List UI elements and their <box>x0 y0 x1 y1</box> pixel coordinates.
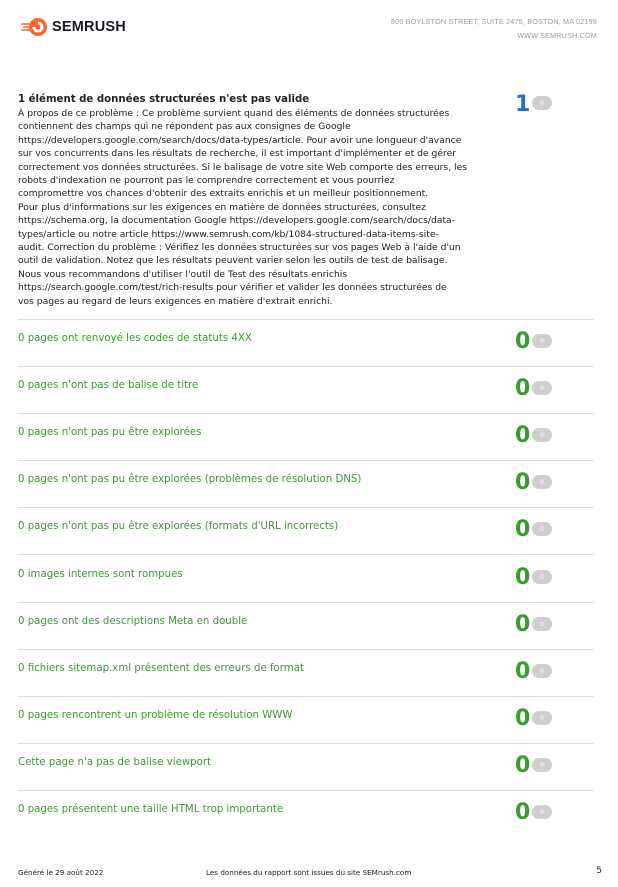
issue-structured-data <box>18 93 594 320</box>
company-website: WWW.SEMRUSH.COM <box>517 31 597 40</box>
issue-count: 0 <box>515 800 531 825</box>
company-address-block <box>391 15 597 43</box>
issue-label: 0 images internes sont rompues <box>18 569 183 580</box>
delta-badge: 0 <box>532 805 552 819</box>
issue-label: Cette page n'a pas de balise viewport <box>18 757 212 768</box>
issue-count: 1 <box>515 92 531 117</box>
issue-row <box>18 603 594 650</box>
issue-row <box>18 697 594 744</box>
issue-title: 1 élément de données structurées n'est pas valide <box>18 94 310 105</box>
delta-badge: 0 <box>532 334 552 348</box>
issue-row <box>18 791 594 838</box>
page-number: 5 <box>596 866 602 876</box>
issue-count: 0 <box>515 612 531 637</box>
issue-count: 0 <box>515 376 531 401</box>
issue-row <box>18 744 594 791</box>
issue-count: 0 <box>515 329 531 354</box>
issue-count: 0 <box>515 423 531 448</box>
delta-badge: 0 <box>532 522 552 536</box>
issue-row <box>18 320 594 367</box>
semrush-flame-icon <box>20 17 50 37</box>
issue-row <box>18 556 594 603</box>
page-header <box>0 0 618 60</box>
delta-badge: 0 <box>532 381 552 395</box>
delta-badge: 0 <box>532 711 552 725</box>
delta-badge: 0 <box>532 570 552 584</box>
issue-count: 0 <box>515 659 531 684</box>
issue-count: 0 <box>515 517 531 542</box>
issue-label: 0 fichiers sitemap.xml présentent des erreurs de format <box>18 663 304 674</box>
data-source-note: Les données du rapport sont issues du site SEMrush.com <box>206 868 412 877</box>
delta-badge: 0 <box>532 475 552 489</box>
delta-badge: 0 <box>532 96 552 110</box>
issue-label: 0 pages ont des descriptions Meta en double <box>18 616 248 627</box>
page-footer <box>0 866 618 882</box>
issue-count: 0 <box>515 470 531 495</box>
issue-label: 0 pages n'ont pas pu être explorées <box>18 427 202 438</box>
issue-row <box>18 508 594 555</box>
issue-count: 0 <box>515 706 531 731</box>
delta-badge: 0 <box>532 428 552 442</box>
delta-badge: 0 <box>532 617 552 631</box>
generated-date: Généré le 29 août 2022 <box>18 868 104 877</box>
issue-count: 0 <box>515 753 531 778</box>
delta-badge: 0 <box>532 664 552 678</box>
semrush-logo <box>20 17 126 37</box>
issue-label: 0 pages n'ont pas de balise de titre <box>18 380 199 391</box>
issue-label: 0 pages ont renvoyé les codes de statuts 4XX <box>18 333 252 344</box>
issue-count: 0 <box>515 565 531 590</box>
issue-description: À propos de ce problème : Ce problème survient quand des éléments de données structurées contiennent des champs qui ne répondent pas aux consignes de Google https://developers.google.com/search/docs/data-types/article. Pour avoir une longueur d'avance sur vos concurrents dans les résultats de recherche, il est important d'implémenter et de gérer correctement vos données structurées. Si le balisage de votre site Web comporte des erreurs, les robots d'indexation ne pourront pas le comprendre correctement et vous pourriez compromettre vos chances d'obtenir des extraits enrichis et un meilleur positionnement. Pour plus d'informations sur les exigences en matière de données structurées, consultez https://schema.org, la documentation Google https://developers.google.com/search/docs/data- types/article ou notre article https://www.semrush.com/kb/1084-structured-data-items-site- audit. Correction du problème : Vérifiez les données structurées sur vos pages Web à l'aide d'un outil de validation. Notez que les résultats peuvent varier selon les outils de test de balisage. Nous vous recommandons d'utiliser l'outil de Test des résultats enrichis https://search.google.com/test/rich-results pour vérifier et valider les données structurées de vos pages au regard de leurs exigences en matière d'extrait enrichi. <box>18 108 468 307</box>
issue-label: 0 pages n'ont pas pu être explorées (problèmes de résolution DNS) <box>18 474 362 485</box>
issue-row <box>18 650 594 697</box>
issue-label: 0 pages présentent une taille HTML trop importante <box>18 804 284 815</box>
issue-row <box>18 461 594 508</box>
logo-text: SEMRUSH <box>52 19 126 35</box>
issue-label: 0 pages rencontrent un problème de résolution WWW <box>18 710 293 721</box>
delta-badge: 0 <box>532 758 552 772</box>
company-address: 800 BOYLSTON STREET, SUITE 2475, BOSTON, MA 02199 <box>390 17 597 26</box>
issue-row <box>18 367 594 414</box>
issue-label: 0 pages n'ont pas pu être explorées (formats d'URL incorrects) <box>18 521 339 532</box>
issue-row <box>18 414 594 461</box>
